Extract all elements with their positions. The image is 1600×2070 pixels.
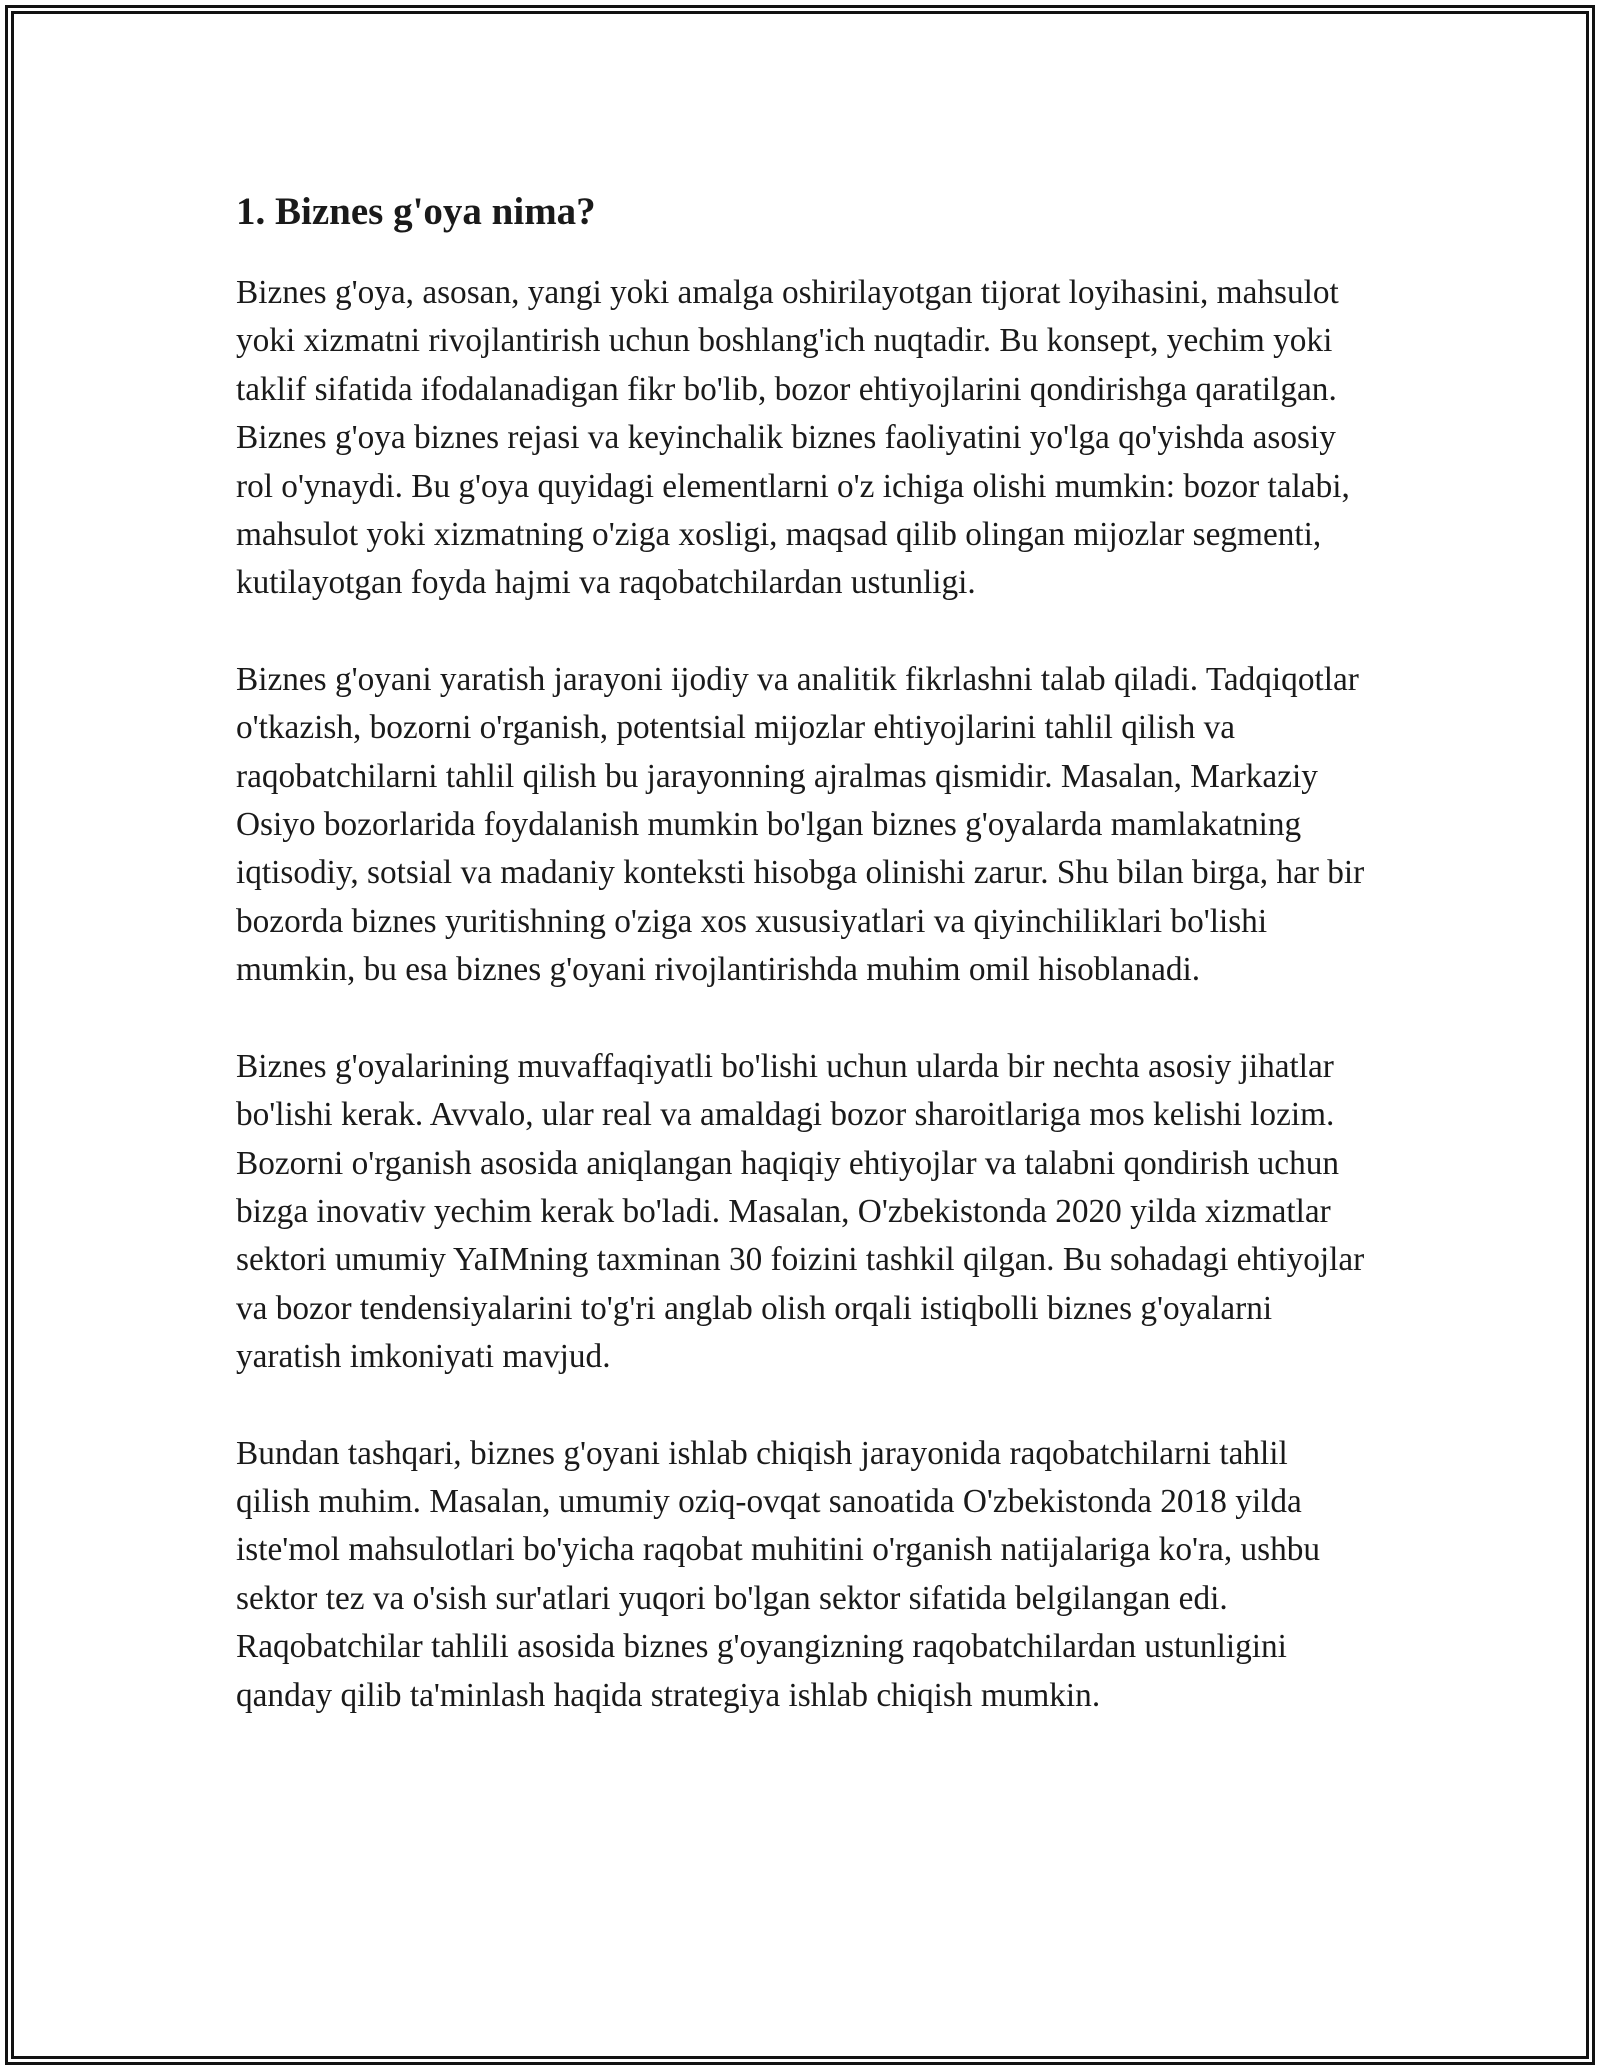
paragraph-4: Bundan tashqari, biznes g'oyani ishlab chiqish jarayonida raqobatchilarni tahlil qilish muhim. Masalan, umumiy oziq-ovqat sanoatida O'zbekistonda 2018 yilda iste'mol mahsulotlari bo'yicha raqobat muhitini o'rganish natijalariga ko'ra, ushbu sektor tez va o'sish sur'atlari yuqori bo'lgan sektor sifatida belgilangan edi. Raqobatchilar tahlili asosida biznes g'oyangizning raqobatchilardan ustunligini qanday qilib ta'minlash haqida strategiya ishlab chiqish mumkin. (236, 1434, 1321, 1714)
document-body (236, 188, 1366, 1768)
paragraph-1: Biznes g'oya, asosan, yangi yoki amalga oshirilayotgan tijorat loyihasini, mahsulot yoki xizmatni rivojlantirish uchun boshlang'ich nuqtadir. Bu konsept, yechim yoki taklif sifatida ifodalanadigan fikr bo'lib, bozor ehtiyojlarini qondirishga qaratilgan. Biznes g'oya biznes rejasi va keyinchalik biznes faoliyatini yo'lga qo'yishda asosiy rol o'ynaydi. Bu g'oya quyidagi elementlarni o'z ichiga olishi mumkin: bozor talabi, mahsulot yoki xizmatning o'ziga xosligi, maqsad qilib olingan mijozlar segmenti, kutilayotgan foyda hajmi va raqobatchilardan ustunligi. (236, 274, 1350, 602)
section-heading: 1. Biznes g'oya nima? (236, 190, 596, 233)
paragraph-2: Biznes g'oyani yaratish jarayoni ijodiy va analitik fikrlashni talab qiladi. Tadqiqotlar o'tkazish, bozorni o'rganish, potentsial mijozlar ehtiyojlarini tahlil qilish va raqobatchilarni tahlil qilish bu jarayonning ajralmas qismidir. Masalan, Markaziy Osiyo bozorlarida foydalanish mumkin bo'lgan biznes g'oyalarda mamlakatning iqtisodiy, sotsial va madaniy konteksti hisobga olinishi zarur. Shu bilan birga, har bir bozorda biznes yuritishning o'ziga xos xususiyatlari va qiyinchiliklari bo'lishi mumkin, bu esa biznes g'oyani rivojlantirishda muhim omil hisoblanadi. (236, 660, 1365, 989)
paragraph-3: Biznes g'oyalarining muvaffaqiyatli bo'lishi uchun ularda bir nechta asosiy jihatlar bo'lishi kerak. Avvalo, ular real va amaldagi bozor sharoitlariga mos kelishi lozim. Bozorni o'rganish asosida aniqlangan haqiqiy ehtiyojlar va talabni qondirish uchun bizga inovativ yechim kerak bo'ladi. Masalan, O'zbekistonda 2020 yilda xizmatlar sektori umumiy YaIMning taxminan 30 foizini tashkil qilgan. Bu sohadagi ehtiyojlar va bozor tendensiyalarini to'g'ri anglab olish orqali istiqbolli biznes g'oyalarni yaratish imkoniyati mavjud. (236, 1047, 1365, 1376)
